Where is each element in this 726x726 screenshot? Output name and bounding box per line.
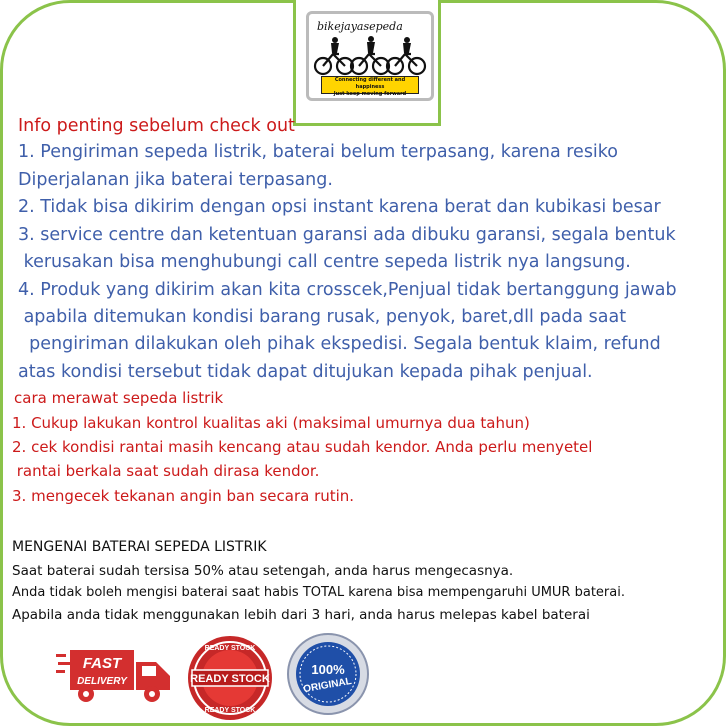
battery-heading: MENGENAI BATERAI SEPEDA LISTRIK xyxy=(12,539,267,555)
info-heading: Info penting sebelum check out xyxy=(18,116,295,136)
logo-box xyxy=(293,0,441,126)
battery-line: Saat baterai sudah tersisa 50% atau setengah, anda harus mengecasnya. xyxy=(12,563,514,579)
original-word: ORIGINAL xyxy=(302,675,353,696)
ready-bottom-label: READY STOCK xyxy=(204,707,256,714)
info-line: 3. service centre dan ketentuan garansi ada dibuku garansi, segala bentuk xyxy=(18,225,676,245)
info-line: 1. Pengiriman sepeda listrik, baterai belum terpasang, karena resiko xyxy=(18,142,619,162)
care-line: rantai berkala saat sudah dirasa kendor. xyxy=(12,462,320,480)
battery-line: Apabila anda tidak menggunakan lebih dari 3 hari, anda harus melepas kabel baterai xyxy=(12,607,590,623)
battery-line: Anda tidak boleh mengisi baterai saat habis TOTAL karena bisa mempengaruhi UMUR baterai. xyxy=(12,585,625,600)
logo-tagline: Connecting different and happiness Just keep moving forward xyxy=(321,76,419,94)
info-line: kerusakan bisa menghubungi call centre sepeda listrik nya langsung. xyxy=(18,252,631,272)
care-heading: cara merawat sepeda listrik xyxy=(14,389,224,407)
ready-top-label: READY STOCK xyxy=(204,645,256,652)
cyclists-icon xyxy=(313,34,427,76)
fast-label: FAST xyxy=(82,655,122,672)
brand-logo xyxy=(306,11,434,101)
info-line: 4. Produk yang dikirim akan kita crosscek,Penjual tidak bertanggung jawab xyxy=(18,280,677,300)
info-line: 2. Tidak bisa dikirim dengan opsi instant karena berat dan kubikasi besar xyxy=(18,197,661,217)
care-line: 1. Cukup lakukan kontrol kualitas aki (maksimal umurnya dua tahun) xyxy=(12,414,530,432)
fast-delivery-badge xyxy=(56,648,176,704)
info-line: pengiriman dilakukan oleh pihak ekspedisi. Segala bentuk klaim, refund xyxy=(18,334,661,354)
info-line: atas kondisi tersebut tidak dapat ditujukan kepada pihak penjual. xyxy=(18,362,593,382)
care-line: 2. cek kondisi rantai masih kencang atau sudah kendor. Anda perlu menyetel xyxy=(12,438,593,456)
info-line: Diperjalanan jika baterai terpasang. xyxy=(18,170,333,190)
info-line: apabila ditemukan kondisi barang rusak, penyok, baret,dll pada saat xyxy=(18,307,627,327)
care-line: 3. mengecek tekanan angin ban secara rutin. xyxy=(12,487,355,505)
logo-title: bikejayasepeda xyxy=(317,20,403,33)
ready-mid-label: READY STOCK xyxy=(190,673,270,685)
original-badge xyxy=(286,632,370,716)
ready-stock-badge xyxy=(186,634,274,722)
original-percent: 100% xyxy=(311,662,345,677)
delivery-label: DELIVERY xyxy=(77,676,127,687)
